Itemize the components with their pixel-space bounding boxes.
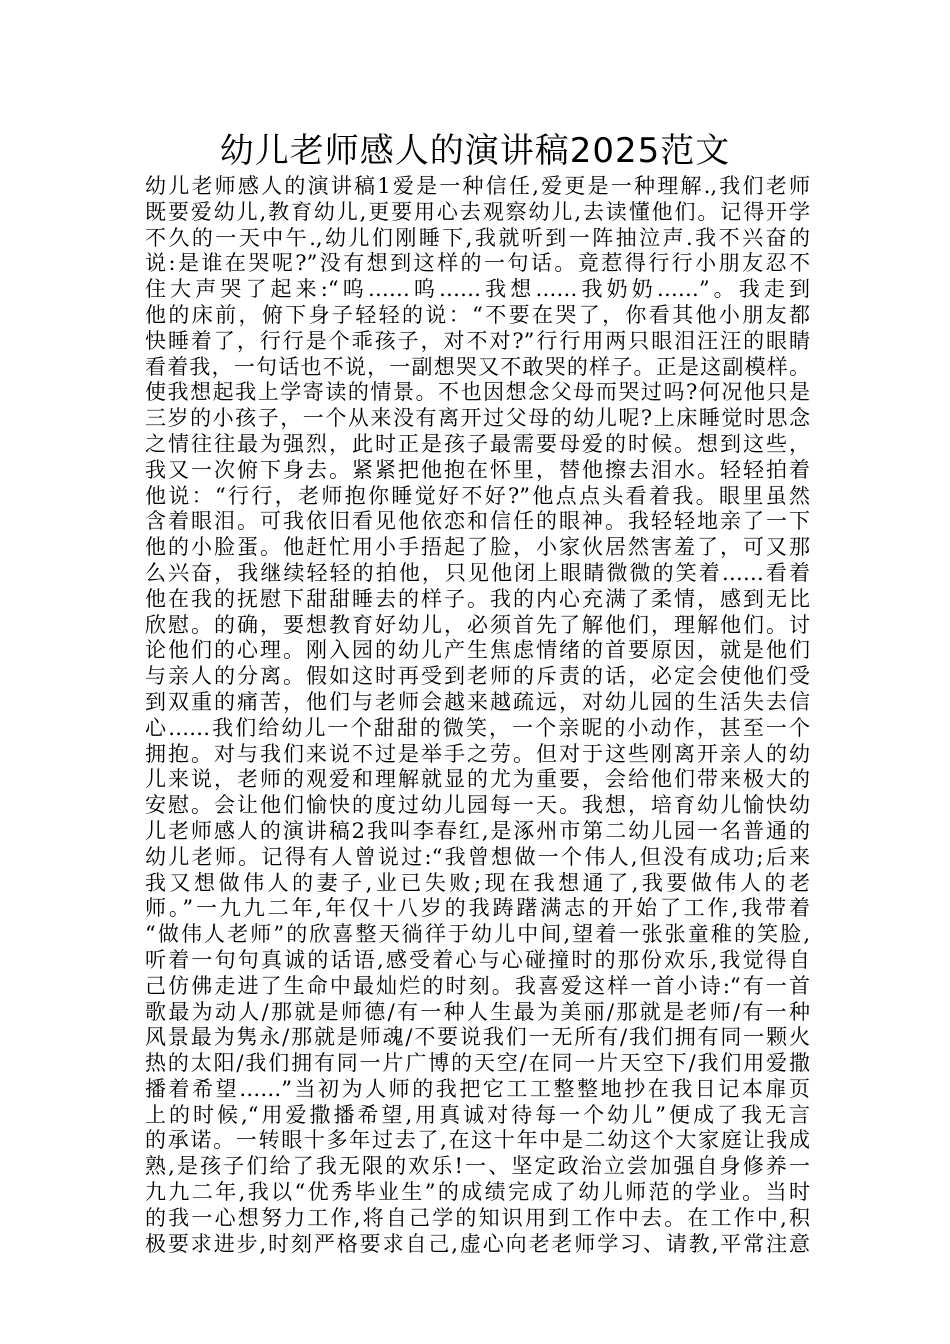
- body-line: 幼儿老师感人的演讲稿1爱是一种信任,爱更是一种理解.,我们老师: [145, 174, 810, 198]
- body-line: 的我一心想努力工作,将自己学的知识用到工作中去。在工作中,积: [145, 1205, 810, 1230]
- body-line: 听着一句句真诚的话语,感受着心与心碰撞时的那份欢乐,我觉得自: [145, 947, 810, 972]
- body-line: 我又想做伟人的妻子,业已失败;现在我想通了,我要做伟人的老: [145, 870, 810, 895]
- body-line: 拥抱。对与我们来说不过是举手之劳。但对于这些刚离开亲人的幼: [145, 741, 810, 766]
- body-line: 心……我们给幼儿一个甜甜的微笑，一个亲昵的小动作，甚至一个: [145, 715, 810, 740]
- body-line: 歌最为动人/那就是师德/有一种人生最为美丽/那就是老师/有一种: [145, 999, 810, 1024]
- body-line: 既要爱幼儿,教育幼儿,更要用心去观察幼儿,去读懂他们。记得开学: [145, 199, 810, 224]
- body-line: 他在我的抚慰下甜甜睡去的样子。我的内心充满了柔情，感到无比: [145, 586, 810, 611]
- body-line: 风景最为隽永/那就是师魂/不要说我们一无所有/我们拥有同一颗火: [145, 1025, 810, 1050]
- body-line: 么兴奋，我继续轻轻的拍他，只见他闭上眼睛微微的笑着……看着: [145, 560, 810, 585]
- body-line: 极要求进步,时刻严格要求自己,虚心向老老师学习、请教,平常注意: [145, 1231, 810, 1256]
- body-line: 到双重的痛苦，他们与老师会越来越疏远，对幼儿园的生活失去信: [145, 689, 810, 714]
- body-line: 欣慰。的确，要想教育好幼儿，必须首先了解他们，理解他们。讨: [145, 612, 810, 637]
- page-title: 幼儿老师感人的演讲稿2025范文: [219, 131, 731, 171]
- body-line: 的承诺。一转眼十多年过去了,在这十年中是二幼这个大家庭让我成: [145, 1128, 810, 1153]
- body-line: 他的小脸蛋。他赶忙用小手捂起了脸，小家伙居然害羞了，可又那: [145, 535, 810, 560]
- body-line: 论他们的心理。刚入园的幼儿产生焦虑情绪的首要原因，就是他们: [145, 638, 810, 663]
- body-line: 住大声哭了起来:“呜……呜……我想……我奶奶……”。我走到: [145, 277, 810, 302]
- body-line: 儿来说，老师的观爱和理解就显的尤为重要，会给他们带来极大的: [145, 767, 810, 792]
- body-line: 看着我，一句话也不说，一副想哭又不敢哭的样子。正是这副模样。: [145, 354, 810, 379]
- body-line: 他说：“行行，老师抱你睡觉好不好?”他点点头看着我。眼里虽然: [145, 483, 810, 508]
- body-line: 说:是谁在哭呢?”没有想到这样的一句话。竟惹得行行小朋友忍不: [145, 251, 810, 276]
- body-line: 播着希望……”当初为人师的我把它工工整整地抄在我日记本扉页: [145, 1076, 810, 1101]
- body-line: 己仿佛走进了生命中最灿烂的时刻。我喜爱这样一首小诗:“有一首: [145, 973, 810, 998]
- body-line: 之情往往最为强烈，此时正是孩子最需要母爱的时候。想到这些，: [145, 431, 810, 456]
- body-line: 幼儿老师。记得有人曾说过:“我曾想做一个伟人,但没有成功;后来: [145, 844, 810, 869]
- body-line: 我又一次俯下身去。紧紧把他抱在怀里，替他擦去泪水。轻轻拍着: [145, 457, 810, 482]
- body-line: 使我想起我上学寄读的情景。不也因想念父母而哭过吗?何况他只是: [145, 380, 810, 405]
- body-line: 上的时候,“用爱撒播希望,用真诚对待每一个幼儿”便成了我无言: [145, 1102, 810, 1127]
- document-body: [145, 174, 810, 1257]
- body-line: 儿老师感人的演讲稿2我叫李春红,是涿州市第二幼儿园一名普通的: [145, 818, 810, 843]
- body-line: 师。”一九九二年,年仅十八岁的我踌躇满志的开始了工作,我带着: [145, 896, 810, 921]
- body-line: 他的床前，俯下身子轻轻的说：“不要在哭了，你看其他小朋友都: [145, 302, 810, 327]
- body-line: 安慰。会让他们愉快的度过幼儿园每一天。我想，培育幼儿愉快幼: [145, 793, 810, 818]
- body-line: 三岁的小孩子，一个从来没有离开过父母的幼儿呢?上床睡觉时思念: [145, 406, 810, 431]
- body-line: 与亲人的分离。假如这时再受到老师的斥责的话，必定会使他们受: [145, 664, 810, 689]
- body-line: 九九二年,我以“优秀毕业生”的成绩完成了幼儿师范的学业。当时: [145, 1180, 810, 1205]
- body-line: 含着眼泪。可我依旧看见他依恋和信任的眼神。我轻轻地亲了一下: [145, 509, 810, 534]
- body-line: 热的太阳/我们拥有同一片广博的天空/在同一片天空下/我们用爱撒: [145, 1051, 810, 1076]
- body-line: 不久的一天中午.,幼儿们刚睡下,我就听到一阵抽泣声.我不兴奋的: [145, 225, 810, 250]
- body-line: 快睡着了，行行是个乖孩子，对不对?”行行用两只眼泪汪汪的眼睛: [145, 328, 810, 353]
- body-line: 熟,是孩子们给了我无限的欢乐!一、坚定政治立尝加强自身修养一: [145, 1154, 810, 1179]
- body-line: “做伟人老师”的欣喜整天徜徉于幼儿中间,望着一张张童稚的笑脸,: [145, 922, 810, 947]
